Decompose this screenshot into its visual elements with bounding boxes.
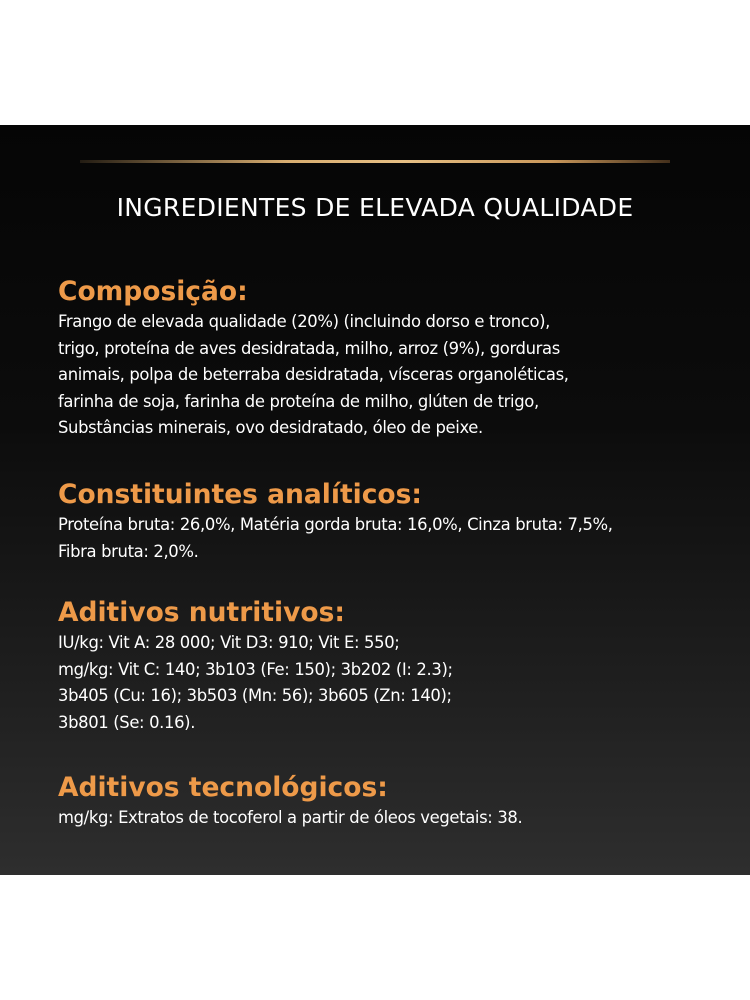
section-body	[58, 512, 728, 565]
gold-divider	[80, 160, 670, 163]
text-line: Fibra bruta: 2,0%.	[58, 541, 199, 561]
section-title: Aditivos tecnológicos:	[58, 772, 388, 803]
section-body	[58, 309, 728, 442]
text-line: farinha de soja, farinha de proteína de milho, glúten de trigo,	[58, 391, 539, 411]
ingredients-panel	[0, 125, 750, 875]
text-line: 3b405 (Cu: 16); 3b503 (Mn: 56); 3b605 (Zn: 140);	[58, 686, 452, 705]
section-nutritional-additives	[58, 598, 728, 736]
text-line: 3b801 (Se: 0.16).	[58, 712, 196, 732]
text-line: IU/kg: Vit A: 28 000; Vit D3: 910; Vit E: 550;	[58, 633, 400, 652]
text-line: trigo, proteína de aves desidratada, milho, arroz (9%), gorduras	[58, 338, 560, 358]
section-title: Constituintes analíticos:	[58, 479, 422, 510]
section-body	[58, 630, 728, 736]
section-composition	[58, 277, 728, 442]
text-line: Substâncias minerais, ovo desidratado, óleo de peixe.	[58, 418, 483, 437]
section-technological-additives	[58, 773, 728, 832]
text-line: animais, polpa de beterraba desidratada, vísceras organoléticas,	[58, 365, 569, 384]
section-analytical-constituents	[58, 480, 728, 565]
section-title: Composição:	[58, 276, 248, 307]
text-line: Proteína bruta: 26,0%, Matéria gorda bruta: 16,0%, Cinza bruta: 7,5%,	[58, 515, 613, 534]
text-line: mg/kg: Extratos de tocoferol a partir de óleos vegetais: 38.	[58, 808, 523, 827]
text-line: mg/kg: Vit C: 140; 3b103 (Fe: 150); 3b202 (I: 2.3);	[58, 659, 453, 679]
section-body	[58, 805, 728, 832]
panel-heading: INGREDIENTES DE ELEVADA QUALIDADE	[116, 193, 634, 222]
text-line: Frango de elevada qualidade (20%) (incluindo dorso e tronco),	[58, 312, 551, 331]
section-title: Aditivos nutritivos:	[58, 597, 345, 628]
